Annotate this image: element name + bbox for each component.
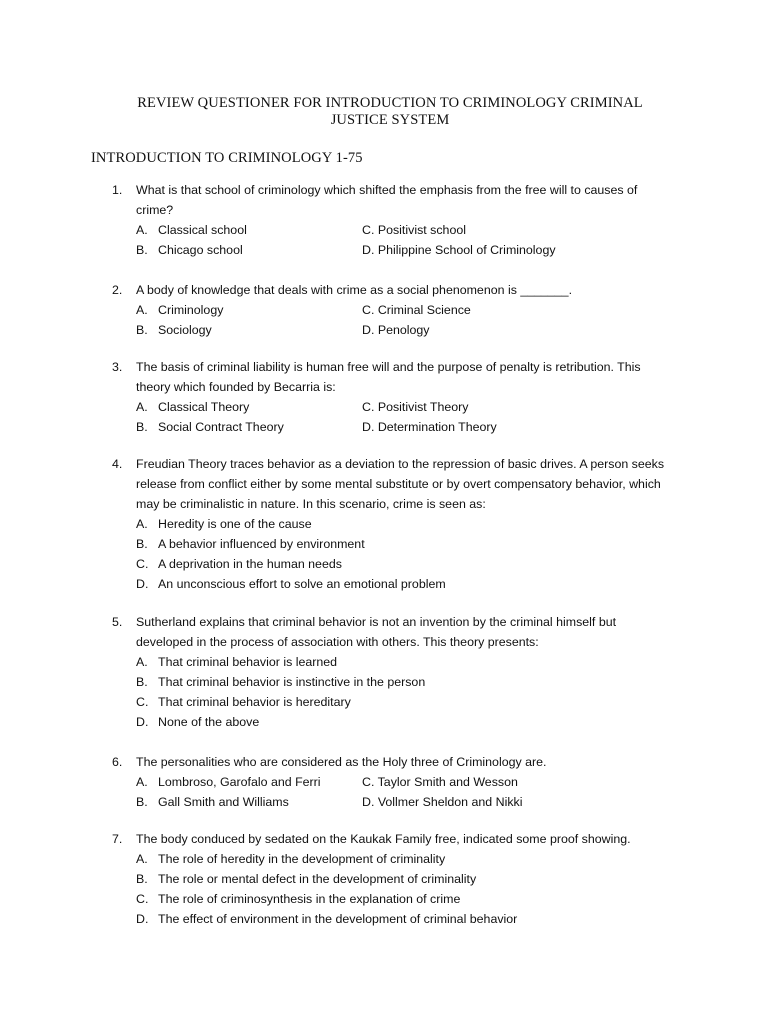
option-text: That criminal behavior is instinctive in the person xyxy=(158,675,426,689)
answer-options xyxy=(0,220,768,260)
option-letter: B. xyxy=(136,537,148,551)
option-text: C. Positivist Theory xyxy=(362,400,469,414)
option-text: C. Positivist school xyxy=(362,223,466,237)
option-text: None of the above xyxy=(158,715,260,729)
question-number: 1. xyxy=(112,183,123,197)
option-letter: D. xyxy=(136,577,149,591)
option-letter: A. xyxy=(136,303,148,317)
option-letter: B. xyxy=(136,323,148,337)
title-line-2: JUSTICE SYSTEM xyxy=(330,112,450,128)
option-text: A deprivation in the human needs xyxy=(158,557,342,571)
question-1 xyxy=(0,180,768,260)
option-text: A behavior influenced by environment xyxy=(158,537,365,551)
option-text: The role of heredity in the development of criminality xyxy=(158,852,446,866)
question-number: 3. xyxy=(112,360,123,374)
question-text-line: Sutherland explains that criminal behavior is not an invention by the criminal himself but xyxy=(136,615,617,629)
answer-options xyxy=(0,300,768,340)
question-4 xyxy=(0,454,768,594)
option-b xyxy=(0,672,768,692)
option-text: Lombroso, Garofalo and Ferri xyxy=(158,775,321,789)
option-letter: A. xyxy=(136,775,148,789)
question-text-line: may be criminalistic in nature. In this scenario, crime is seen as: xyxy=(136,497,486,511)
question-number: 5. xyxy=(112,615,123,629)
option-letter: A. xyxy=(136,400,148,414)
option-text: C. Criminal Science xyxy=(362,303,471,317)
option-text: Sociology xyxy=(158,323,212,337)
question-7 xyxy=(0,829,768,929)
option-letter: A. xyxy=(136,852,148,866)
option-letter: A. xyxy=(136,223,148,237)
question-2 xyxy=(0,280,768,340)
question-text-line: What is that school of criminology which shifted the emphasis from the free will to causes of xyxy=(136,183,638,197)
question-text-line: A body of knowledge that deals with crime as a social phenomenon is _______. xyxy=(136,283,573,297)
option-text: Heredity is one of the cause xyxy=(158,517,312,531)
option-letter: D. xyxy=(136,715,149,729)
question-text-line: developed in the process of association with others. This theory presents: xyxy=(136,635,539,649)
option-letter: D. xyxy=(136,912,149,926)
option-d xyxy=(0,574,768,594)
option-letter: A. xyxy=(136,655,148,669)
option-a xyxy=(0,514,768,534)
question-text-line: The personalities who are considered as the Holy three of Criminology are. xyxy=(136,755,547,769)
question-5 xyxy=(0,612,768,732)
option-letter: B. xyxy=(136,675,148,689)
question-text-line: The basis of criminal liability is human free will and the purpose of penalty is retribution. This xyxy=(136,360,641,374)
question-text-line: release from conflict either by some mental substitute or by overt compensatory behavior, which xyxy=(136,477,661,491)
option-letter: C. xyxy=(136,892,149,906)
question-text-line: Freudian Theory traces behavior as a deviation to the repression of basic drives. A person seeks xyxy=(136,457,665,471)
title-line-1: REVIEW QUESTIONER FOR INTRODUCTION TO CRIMINOLOGY CRIMINAL xyxy=(137,95,643,111)
option-a xyxy=(0,849,768,869)
option-text: The role of criminosynthesis in the explanation of crime xyxy=(158,892,461,906)
section-heading: INTRODUCTION TO CRIMINOLOGY 1-75 xyxy=(91,150,363,166)
question-number: 2. xyxy=(112,283,123,297)
option-c xyxy=(0,889,768,909)
question-number: 4. xyxy=(112,457,123,471)
answer-options xyxy=(0,849,768,929)
option-text: D. Determination Theory xyxy=(362,420,497,434)
question-number: 7. xyxy=(112,832,123,846)
document-title xyxy=(100,95,680,129)
option-text: Gall Smith and Williams xyxy=(158,795,289,809)
option-text: That criminal behavior is learned xyxy=(158,655,338,669)
option-letter: B. xyxy=(136,420,148,434)
option-text: That criminal behavior is hereditary xyxy=(158,695,351,709)
question-number: 6. xyxy=(112,755,123,769)
option-letter: B. xyxy=(136,795,148,809)
option-c xyxy=(0,554,768,574)
option-text: The role or mental defect in the development of criminality xyxy=(158,872,477,886)
option-a xyxy=(0,652,768,672)
question-text-line: theory which founded by Becarria is: xyxy=(136,380,336,394)
option-text: The effect of environment in the development of criminal behavior xyxy=(158,912,518,926)
option-letter: B. xyxy=(136,243,148,257)
answer-options xyxy=(0,514,768,594)
option-letter: C. xyxy=(136,695,149,709)
question-text-line: The body conduced by sedated on the Kaukak Family free, indicated some proof showing. xyxy=(136,832,631,846)
option-text: Chicago school xyxy=(158,243,243,257)
question-6 xyxy=(0,752,768,812)
option-text: Classical Theory xyxy=(158,400,250,414)
option-c xyxy=(0,692,768,712)
option-text: D. Vollmer Sheldon and Nikki xyxy=(362,795,523,809)
answer-options xyxy=(0,652,768,732)
question-text-line: crime? xyxy=(136,203,174,217)
answer-options xyxy=(0,772,768,812)
option-text: An unconscious effort to solve an emotional problem xyxy=(158,577,446,591)
option-letter: C. xyxy=(136,557,149,571)
option-letter: A. xyxy=(136,517,148,531)
option-text: Criminology xyxy=(158,303,224,317)
option-letter: B. xyxy=(136,872,148,886)
option-text: C. Taylor Smith and Wesson xyxy=(362,775,518,789)
option-text: D. Penology xyxy=(362,323,430,337)
option-text: Classical school xyxy=(158,223,247,237)
option-b xyxy=(0,869,768,889)
option-b xyxy=(0,534,768,554)
answer-options xyxy=(0,397,768,437)
question-3 xyxy=(0,357,768,437)
option-d xyxy=(0,909,768,929)
option-d xyxy=(0,712,768,732)
option-text: Social Contract Theory xyxy=(158,420,284,434)
option-text: D. Philippine School of Criminology xyxy=(362,243,556,257)
